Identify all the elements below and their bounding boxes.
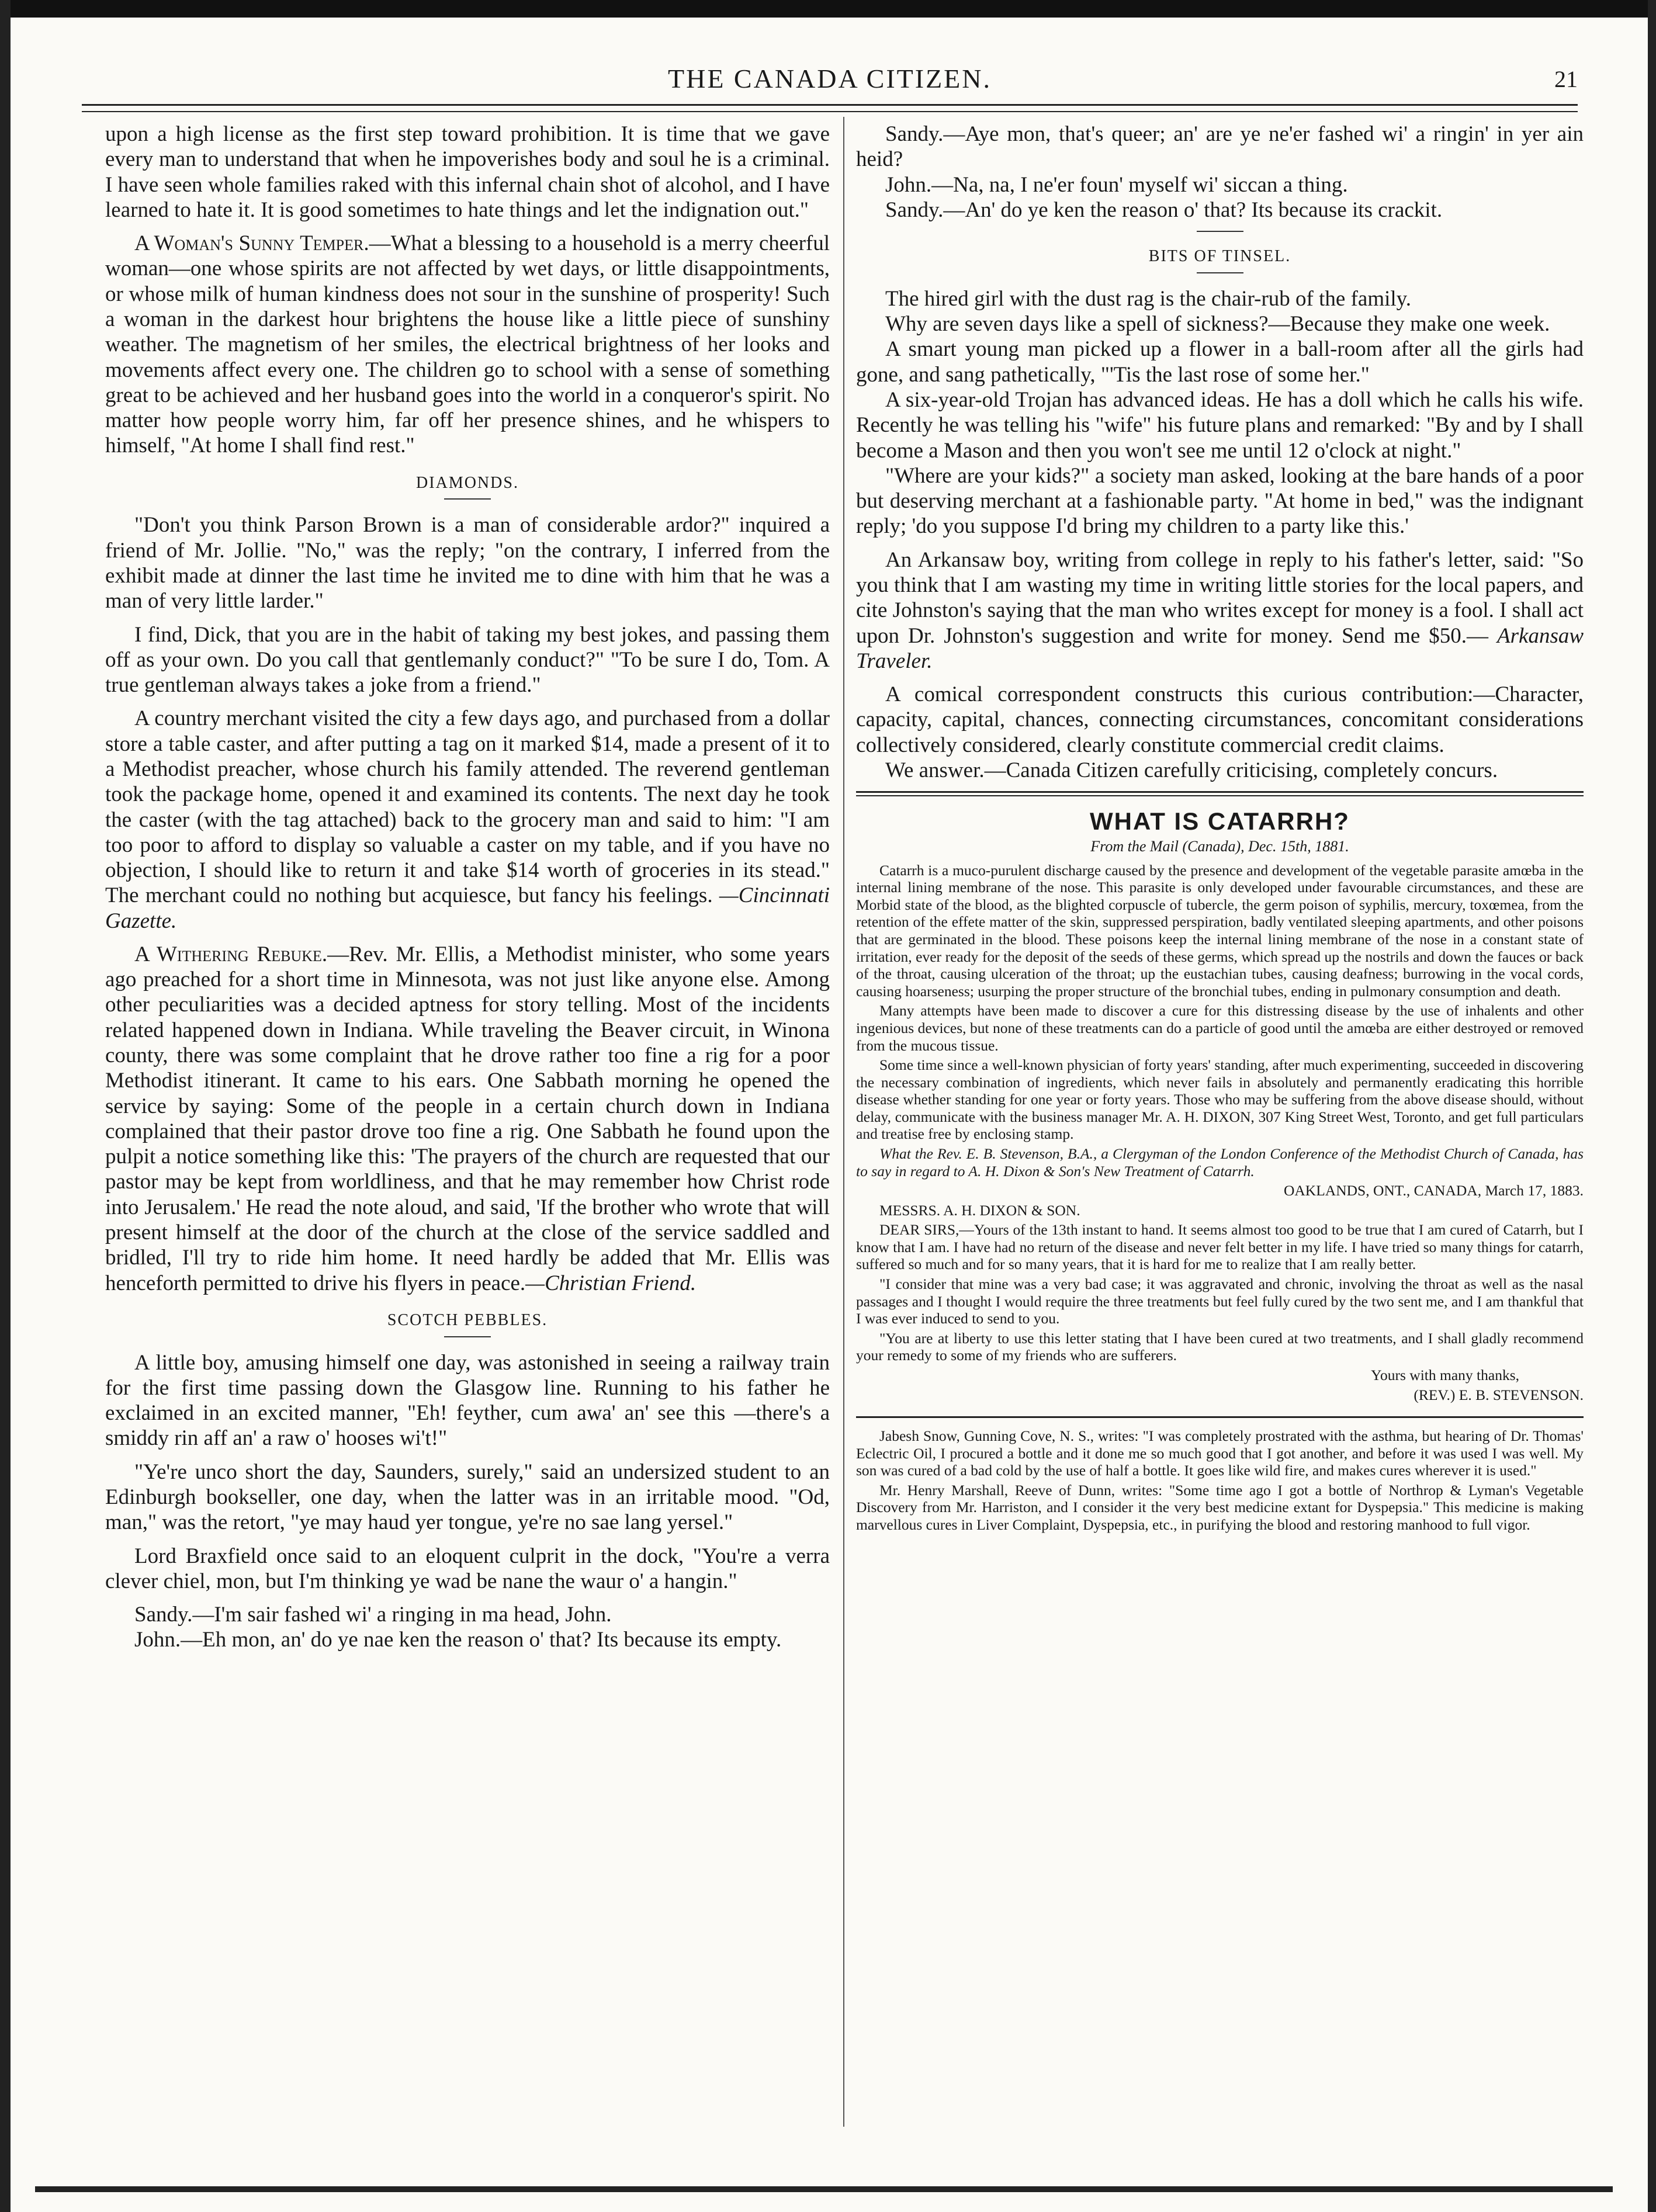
section-heading-bits-of-tinsel: BITS OF TINSEL.: [1148, 247, 1291, 266]
letter-paragraph: DEAR SIRS,—Yours of the 13th instant to hand. It seems almost too good to be true that I am cured of Catarrh, but I know that I am. I have had no return of the disease and never felt better in my life. I have tried so many things for catarrh, suffered so much and for so many years, that it is hard for me to realize that I am really better.: [856, 1221, 1584, 1273]
article-paragraph: upon a high license as the first step toward prohibition. It is time that we gave every man to understand that when he impoverishes body and soul he is a criminal. I have seen whole families raked with this infernal chain shot of alcohol, and I have learned to hate it. It is good sometimes to hate things and let the indignation out.": [105, 122, 830, 222]
article-paragraph: Sandy.—Aye mon, that's queer; an' are ye ne'er fashed wi' a ringin' in yer ain heid?: [856, 122, 1584, 172]
ad-paragraph: Some time since a well-known physician of forty years' standing, after much experimenting, succeeded in discovering the necessary combination of ingredients, which never fails in absolutely and permanently eradicating this horrible disease whether standing for one year or forty years. Those who may be suffering from the above disease should, without delay, communicate with the business manager Mr. A. H. DIXON, 307 King Street West, Toronto, and get full particulars and treatise free by enclosing stamp.: [856, 1056, 1584, 1143]
testimonial-paragraph: Jabesh Snow, Gunning Cove, N. S., writes: "I was completely prostrated with the asthma, but hearing of Dr. Thomas' Eclectric Oil, I procured a bottle and it done me so much good that I got another, and before it was used I was well. My son was cured of a bad cold by the use of half a bottle. It goes like wild fire, and makes cures wherever it is used.": [856, 1427, 1584, 1479]
page-number: 21: [1554, 66, 1578, 92]
letter-paragraph: "You are at liberty to use this letter stating that I have been cured at two treatments, and I shall gladly recommend your remedy to some of my friends who are sufferers.: [856, 1329, 1584, 1364]
testimonial-paragraph: Mr. Henry Marshall, Reeve of Dunn, writes: "Some time ago I got a bottle of Northrop & Lyman's Vegetable Discovery from Mr. Harriston, and I consider it the very best medicine extant for Dyspepsia." This medicine is making marvellous cures in Liver Complaint, Dyspepsia, etc., in purifying the blood and restoring manhood to full vigor.: [856, 1481, 1584, 1533]
newspaper-title: THE CANADA CITIZEN.: [668, 64, 992, 93]
left-column: [105, 122, 830, 1661]
column-divider: [843, 117, 844, 2127]
heading-divider: [1197, 272, 1243, 273]
letter-dateline: OAKLANDS, ONT., CANADA, March 17, 1883.: [1283, 1182, 1584, 1199]
heading-divider: [444, 1336, 491, 1337]
source-credit: —Christian Friend.: [525, 1271, 697, 1295]
letter-closing: Yours with many thanks,: [1371, 1366, 1519, 1384]
article-paragraph: Why are seven days like a spell of sickness?—Because they make one week.: [885, 312, 1550, 337]
ad-paragraph: Catarrh is a muco-purulent discharge caused by the presence and development of the vegetable parasite amœba in the internal lining membrane of the nose. This parasite is only developed under favourable circumstances, and these are Morbid state of the blood, as the blighted corpuscle of tubercle, the germ poison of syphilis, mercury, toxœmea, from the retention of the effete matter of the skin, suppressed perspiration, badly ventilated sleeping apartments, and other poisons that are germinated in the blood. These poisons keep the internal lining membrane of the nose in a constant state of irritation, ever ready for the deposit of the seeds of these germs, which spread up the nostrils and down the fauces or back of the throat, causing ulceration of the throat; up the eustachian tubes, causing deafness; burrowing in the vocal cords, causing hoarseness; usurping the proper structure of the bronchial tubes, ending in pulmonary consumption and death.: [856, 861, 1584, 1000]
ad-paragraph: Many attempts have been made to discover a cure for this distressing disease by the use of inhalents and other ingenious devices, but none of these treatments can do a particle of good until the amœba are either destroyed or removed from the mucous tissue.: [856, 1002, 1584, 1054]
advertisement-rule: [856, 791, 1584, 793]
article-paragraph: [105, 942, 830, 1296]
article-paragraph: [105, 231, 830, 459]
header-rule: [82, 104, 1578, 112]
article-paragraph: Sandy.—I'm sair fashed wi' a ringing in ma head, John.: [134, 1603, 612, 1627]
article-paragraph: I find, Dick, that you are in the habit of taking my best jokes, and passing them off as your own. Do you call that gentlemanly conduct?" "To be sure I do, Tom. A true gentleman always takes a joke from a friend.": [105, 622, 830, 698]
letter-addressee: MESSRS. A. H. DIXON & SON.: [879, 1201, 1080, 1219]
paragraph-body: —What a blessing to a household is a merry cheerful woman—one whose spirits are not affected by wet days, or little disappointments, or whose milk of human kindness does not sour in the sunshine of prosperity! Such a woman in the darkest hour brightens the house like a little piece of sunshiny weather. The magnetism of her smiles, the electrical brightness of her looks and movements affect every one. The children go to school with a sense of something great to be achieved and her husband goes into the world in a conqueror's spirit. No matter how people worry him, far off her presence shines, and he whispers to himself, "At home I shall find rest.": [105, 231, 830, 458]
section-heading-scotch-pebbles: SCOTCH PEBBLES.: [387, 1310, 548, 1329]
article-paragraph: "Don't you think Parson Brown is a man of considerable ardor?" inquired a friend of Mr. Jollie. "No," was the reply; "on the contrary, I inferred from the exhibit made at dinner the last time he invited me to dine with him that he was a man of very little larder.": [105, 513, 830, 613]
section-heading-diamonds: DIAMONDS.: [416, 473, 519, 492]
article-paragraph: John.—Eh mon, an' do ye nae ken the reason o' that? Its because its empty.: [134, 1628, 782, 1652]
scan-bottom-border: [35, 2186, 1613, 2192]
article-paragraph: Lord Braxfield once said to an eloquent culprit in the dock, "You're a verra clever chiel, mon, but I'm thinking ye wad be nane the waur o' a hangin.": [105, 1544, 830, 1593]
article-paragraph: "Ye're unco short the day, Saunders, surely," said an undersized student to an Edinburgh bookseller, one day, when the latter was in an irritable mood. "Od, man," was the retort, "ye may haud yer tongue, ye're no sae lang yersel.": [105, 1459, 830, 1535]
section-divider: [856, 1416, 1584, 1418]
scan-top-border: [0, 0, 1656, 18]
letter-signature: (REV.) E. B. STEVENSON.: [1414, 1386, 1584, 1403]
article-paragraph: A smart young man picked up a flower in a ball-room after all the girls had gone, and sang pathetically, "'Tis the last rose of some her.": [856, 337, 1584, 387]
article-paragraph: "Where are your kids?" a society man asked, looking at the bare hands of a poor but deserving merchant at a fashionable party. "At home in bed," was the indignant reply; 'do you suppose I'd bring my children to a party like this.': [856, 463, 1584, 539]
page-header: [82, 58, 1578, 99]
section-divider: [1197, 231, 1243, 232]
article-paragraph: A six-year-old Trojan has advanced ideas. He has a doll which he calls his wife. Recently he was telling his "wife" his future plans and remarked: "By and by I shall become a Mason and then you won't see me until 12 o'clock at night.": [856, 388, 1584, 463]
source-credit: —Cincinnati Gazette.: [105, 883, 830, 933]
right-column: [856, 122, 1584, 1536]
advertisement-source: From the Mail (Canada), Dec. 15th, 1881.: [1090, 838, 1349, 855]
ad-paragraph: What the Rev. E. B. Stevenson, B.A., a Clergyman of the London Conference of the Methodist Church of Canada, has to say in regard to A. H. Dixon & Son's New Treatment of Catarrh.: [856, 1145, 1584, 1180]
paragraph-body: An Arkansaw boy, writing from college in reply to his father's letter, said: "So you think that I am wasting my time in writing little stories for the local papers, and cite Johnston's saying that the man who writes except for money is a fool. I shall act upon Dr. Johnston's suggestion and write for money. Send me $50.—: [856, 547, 1584, 648]
paragraph-body: —Rev. Mr. Ellis, a Methodist minister, who some years ago preached for a short time in Minnesota, was not just like anyone else. Among other peculiarities was a decided aptness for story telling. Most of the incidents related happened down in Indiana. While traveling the Beaver circuit, in Winona county, there was some complaint that he drove rather too fine a rig for a poor Methodist itinerant. It came to his ears. One Sabbath morning he opened the service by saying: Some of the people in a certain church down in Indiana complained that their pastor drove too fine a rig. One Sabbath he found upon the pulpit a notice something like this: 'The prayers of the church are requested that our pastor may be kept from worldliness, and that he may remember how Christ rode into Jerusalem.' He read the note aloud, and said, 'If the brother who wrote that will present himself at the door of the church at the close of the service saddled and bridled, I'll try to ride him home. It need hardly be added that Mr. Ellis was henceforth permitted to drive his flyers in peace.: [105, 942, 830, 1295]
article-paragraph: Sandy.—An' do ye ken the reason o' that? Its because its crackit.: [885, 197, 1443, 222]
article-paragraph: We answer.—Canada Citizen carefully criticising, completely concurs.: [885, 758, 1498, 782]
article-paragraph: The hired girl with the dust rag is the chair-rub of the family.: [885, 286, 1412, 311]
article-paragraph: A comical correspondent constructs this curious contribution:—Character, capacity, capital, chances, connecting circumstances, concomitant considerations collectively considered, clearly constitute commercial credit claims.: [856, 682, 1584, 757]
scan-right-border: [1648, 0, 1656, 2212]
paragraph-lead: A Withering Rebuke.: [134, 942, 328, 966]
letter-paragraph: "I consider that mine was a very bad case; it was aggravated and chronic, involving the throat as well as the nasal passages and I thought I would require the three treatments but feel fully cured by the two sent me, and I am thankful that I was ever induced to send to you.: [856, 1275, 1584, 1327]
testimonials: [856, 1427, 1584, 1533]
heading-divider: [444, 498, 491, 500]
article-paragraph: [105, 706, 830, 934]
advertisement-rule: [856, 795, 1584, 796]
paragraph-body: A country merchant visited the city a few days ago, and purchased from a dollar store a table caster, and after putting a tag on it marked $14, made a present of it to a Methodist preacher, whose church his family attended. The reverend gentleman took the package home, opened it and examined its contents. The next day he took the caster (with the tag attached) back to the grocery man and said to him: "I am too poor to afford to display so valuable a caster on my table, and if you have no objection, I should like to return it and take $14 worth of groceries in its stead." The merchant could no nothing but acquiesce, but fancy his feelings.: [105, 706, 830, 908]
paragraph-lead: A Woman's Sunny Temper.: [134, 231, 369, 256]
advertisement-body: [856, 862, 1584, 1403]
source-credit: Arkansaw Traveler.: [856, 623, 1584, 673]
article-paragraph: John.—Na, na, I ne'er foun' myself wi' siccan a thing.: [885, 172, 1348, 197]
article-paragraph: A little boy, amusing himself one day, was astonished in seeing a railway train for the first time passing down the Glasgow line. Running to his father he exclaimed in an excited manner, "Eh! feyther, cum awa' an' see this —there's a smiddy rin aff an' a raw o' hooses wi't!": [105, 1350, 830, 1451]
advertisement-title: WHAT IS CATARRH?: [1090, 807, 1350, 835]
article-paragraph: [856, 547, 1584, 674]
scan-left-border: [0, 0, 11, 2212]
